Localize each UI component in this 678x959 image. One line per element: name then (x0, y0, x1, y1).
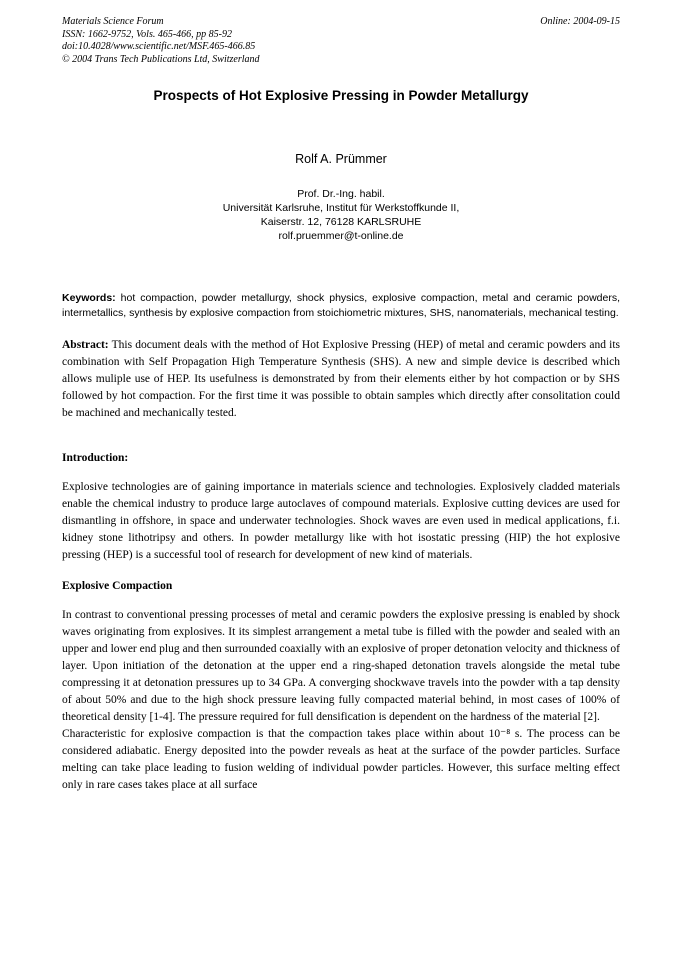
online-date: Online: 2004-09-15 (540, 16, 620, 27)
author-email: rolf.pruemmer@t-online.de (278, 230, 404, 242)
affiliation-line-institute: Universität Karlsruhe, Institut für Werkstoffkunde II, (222, 202, 460, 214)
keywords-text: hot compaction, powder metallurgy, shock physics, explosive compaction, metal and ceramic powders, intermetallics, synthesis by explosive compaction from stoichiometric mixtures, SHS, nanomaterials, mechanical testing. (62, 292, 620, 319)
affiliation-line-degree: Prof. Dr.-Ing. habil. (297, 188, 385, 200)
explosive-compaction-paragraph-1: In contrast to conventional pressing processes of metal and ceramic powders the explosive pressing is enabled by shock waves originating from explosives. It its simplest arrangement a metal tube is filled with the powder and sealed with an upper and lower end plug and then surrounded coaxially with an explosive of proper detonation velocity and thickness of layer. Upon initiation of the detonation at the upper end a ring-shaped detonation travels alongside the metal tube compressing it at detonation pressures up to 34 GPa. A converging shockwave travels into the powder with a tap density of about 50% and due to the high shock pressure leaving fully compacted material behind, in most cases of 100% of theoretical density [1-4]. The pressure required for full densification is dependent on the hardness of the material [2]. (62, 609, 620, 723)
journal-name: Materials Science Forum (62, 16, 164, 27)
publication-info (62, 16, 260, 66)
section-heading-explosive-compaction: Explosive Compaction (62, 580, 173, 592)
author-name: Rolf A. Prümmer (295, 152, 387, 166)
section-heading-introduction: Introduction: (62, 452, 129, 464)
introduction-paragraph: Explosive technologies are of gaining importance in materials science and technologies. Explosively cladded materials enable the chemical industry to produce large autoclaves of compound materials. Explosive cutting devices are used for dismantling in offshore, in space and underwater technologies. Shock waves are even used in medical applications, f.i. kidney stone lithotripsy and others. In powder metallurgy like with hot isostatic pressing (HIP) the hot explosive pressing (HEP) is a successful tool of research for development of new kind of materials. (62, 481, 620, 561)
doi-line: doi:10.4028/www.scientific.net/MSF.465-466.85 (62, 41, 256, 52)
keywords-label: Keywords: (62, 292, 116, 304)
author-affiliation (62, 187, 620, 243)
abstract-paragraph (62, 337, 620, 422)
affiliation-line-address: Kaiserstr. 12, 76128 KARLSRUHE (260, 216, 422, 228)
abstract-text: This document deals with the method of Hot Explosive Pressing (HEP) of metal and ceramic powders and its combination with Self Propagation High Temperature Synthesis (SHS). A new and simple device is described which allows muliple use of HEP. Its usefulness is demonstrated by from their elements either by hot compaction or by SHS followed by hot compaction. For the first time it was possible to obtain samples which directly after consolitation could be machined and mechanically tested. (62, 339, 620, 419)
abstract-label: Abstract: (62, 339, 109, 351)
publication-header (62, 16, 620, 66)
explosive-compaction-paragraph-2: Characteristic for explosive compaction is that the compaction takes place within about 10⁻⁸ s. The process can be considered adiabatic. Energy deposited into the powder reveals as heat at the surface of the powder particles. Surface melting can take place leading to fusion welding of individual powder particles. However, this surface melting effect only in rare cases takes place at all surface (62, 728, 620, 791)
copyright-line: © 2004 Trans Tech Publications Ltd, Switzerland (62, 53, 260, 65)
paper-title: Prospects of Hot Explosive Pressing in Powder Metallurgy (153, 88, 529, 103)
keywords-paragraph (62, 291, 620, 321)
issn-line: ISSN: 1662-9752, Vols. 465-466, pp 85-92 (62, 28, 232, 40)
